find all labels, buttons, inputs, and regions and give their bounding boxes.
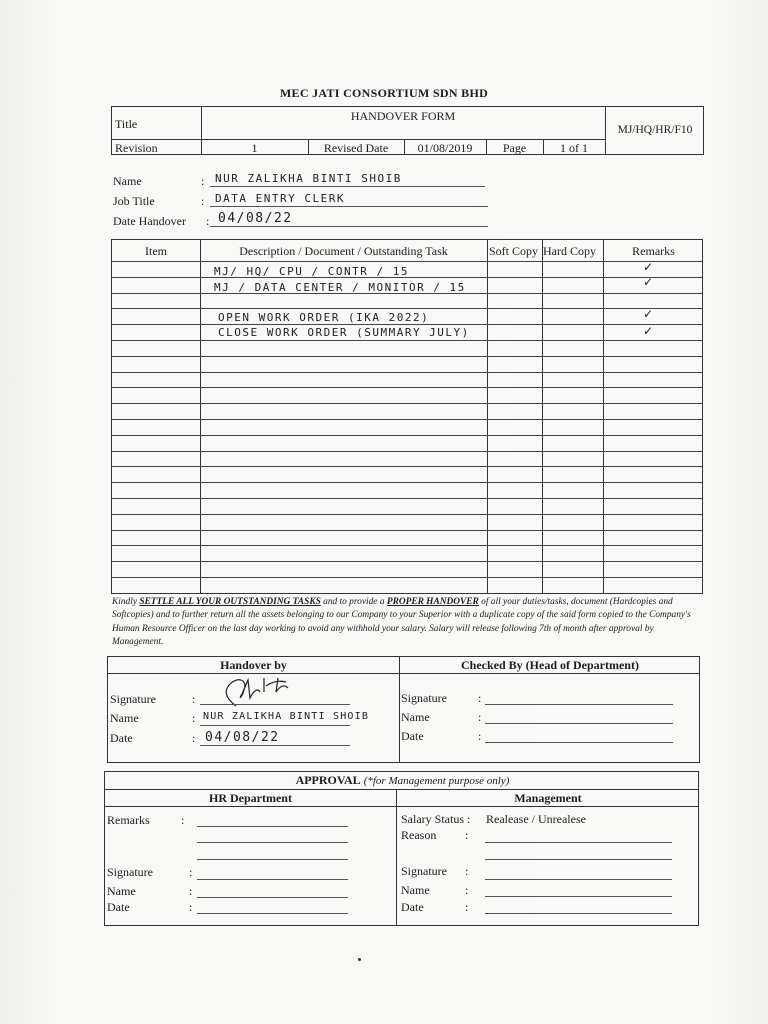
hr-remarks-label: Remarks: [107, 813, 150, 827]
mgmt-date-label: Date: [401, 900, 424, 914]
reason-label: Reason: [401, 828, 437, 842]
handover-name-value: NUR ZALIKHA BINTI SHOIB: [203, 711, 370, 722]
table-row-line: [112, 419, 702, 420]
task-row-5-description: CLOSE WORK ORDER (SUMMARY JULY): [218, 326, 470, 339]
table-row-line: [112, 482, 702, 483]
hr-department-title: HR Department: [209, 791, 292, 805]
task-row-1-check: ✓: [643, 260, 654, 274]
table-row-line: [112, 435, 702, 436]
form-code: MJ/HQ/HR/F10: [617, 124, 693, 136]
company-name: MEC JATI CONSORTIUM SDN BHD: [279, 86, 489, 100]
table-row-line: [112, 387, 702, 388]
hr-signature-label: Signature: [107, 865, 153, 879]
job-colon: :: [201, 194, 205, 208]
table-row-line: [112, 530, 702, 531]
hr-date-label: Date: [107, 900, 130, 914]
handover-name-label: Name: [110, 711, 139, 725]
paper-speck: [358, 958, 361, 961]
handover-instructions: Kindly SETTLE ALL YOUR OUTSTANDING TASKS and to provide a PROPER HANDOVER of all your duties/tasks, document (Hardcopies and Softcopies) and to further return all the assets belonging to our Company to your Superior with a duplicate copy of the said form copied to the Company's Human Resource Officer on the last day working to avoid any withhold your salary. Salary will release following 7th of month after approval by Management.: [112, 597, 691, 647]
table-row-line: [112, 261, 702, 262]
table-row-line: [112, 514, 702, 515]
hr-name-label: Name: [107, 884, 136, 898]
checked-name-label: Name: [401, 710, 430, 724]
task-row-4-description: OPEN WORK ORDER (IKA 2022): [218, 311, 430, 324]
form-header-table: [111, 106, 704, 155]
date-handover-colon: :: [206, 214, 210, 228]
salary-status-label: Salary Status :: [401, 812, 471, 826]
task-row-5-check: ✓: [643, 324, 654, 338]
table-row-line: [112, 561, 702, 562]
table-row-line: [112, 498, 702, 499]
col-header-item: Item: [145, 244, 167, 258]
name-value: NUR ZALIKHA BINTI SHOIB: [215, 172, 402, 185]
approval-title: APPROVAL (*for Management purpose only): [295, 773, 510, 787]
handover-date-value: 04/08/22: [205, 730, 280, 745]
table-row-line: [112, 545, 702, 546]
handover-signature-image: [208, 670, 308, 708]
handover-by-title: Handover by: [220, 658, 287, 672]
task-table: [111, 239, 703, 594]
checked-signature-label: Signature: [401, 691, 447, 705]
form-title: HANDOVER FORM: [350, 109, 456, 123]
page-label: Page: [502, 141, 527, 155]
table-row-line: [112, 356, 702, 357]
date-handover-label: Date Handover: [113, 214, 186, 228]
job-title-underline: [210, 206, 488, 207]
mgmt-signature-label: Signature: [401, 864, 447, 878]
approval-section: APPROVAL (*for Management purpose only) HR Department Management Remarks : Signature : Name : Date : Salary Status : Realease / Unrealese Reason : Signature : Name : Date :: [104, 771, 699, 926]
task-row-2-check: ✓: [643, 275, 654, 289]
page-value: 1 of 1: [560, 141, 588, 155]
col-header-remarks: Remarks: [632, 244, 675, 258]
revision-value: 1: [251, 141, 258, 155]
table-row-line: [112, 308, 702, 309]
date-handover-underline: [210, 226, 488, 227]
handover-date-label: Date: [110, 731, 133, 745]
name-colon: :: [201, 174, 205, 188]
table-row-line: [112, 466, 702, 467]
mgmt-name-label: Name: [401, 883, 430, 897]
table-row-line: [112, 340, 702, 341]
table-row-line: [112, 403, 702, 404]
name-underline: [210, 186, 485, 187]
revised-date-label: Revised Date: [323, 141, 389, 155]
task-row-4-check: ✓: [643, 307, 654, 321]
title-label: Title: [115, 117, 138, 131]
table-row-line: [112, 451, 702, 452]
date-handover-value: 04/08/22: [218, 211, 293, 226]
handover-signature-label: Signature: [110, 692, 156, 706]
management-title: Management: [514, 791, 582, 805]
task-row-1-description: MJ/ HQ/ CPU / CONTR / 15: [214, 265, 409, 278]
job-title-label: Job Title: [113, 194, 155, 208]
revised-date-value: 01/08/2019: [417, 141, 473, 155]
checked-by-title: Checked By (Head of Department): [461, 658, 639, 672]
revision-label: Revision: [115, 141, 158, 155]
col-header-description: Description / Document / Outstanding Task: [239, 244, 448, 258]
table-row-line: [112, 372, 702, 373]
col-header-soft-copy: Soft Copy: [489, 244, 539, 258]
handover-section: Handover by Checked By (Head of Department) Signature : Name : NUR ZALIKHA BINTI SHOIB Date : 04/08/22 Signature : Name : Date :: [107, 656, 700, 763]
task-row-2-description: MJ / DATA CENTER / MONITOR / 15: [214, 281, 466, 294]
job-title-value: DATA ENTRY CLERK: [215, 192, 345, 205]
col-header-hard-copy: Hard Copy: [543, 244, 596, 258]
checked-date-label: Date: [401, 729, 424, 743]
table-row-line: [112, 577, 702, 578]
name-label: Name: [113, 174, 142, 188]
salary-status-value: Realease / Unrealese: [486, 812, 586, 826]
